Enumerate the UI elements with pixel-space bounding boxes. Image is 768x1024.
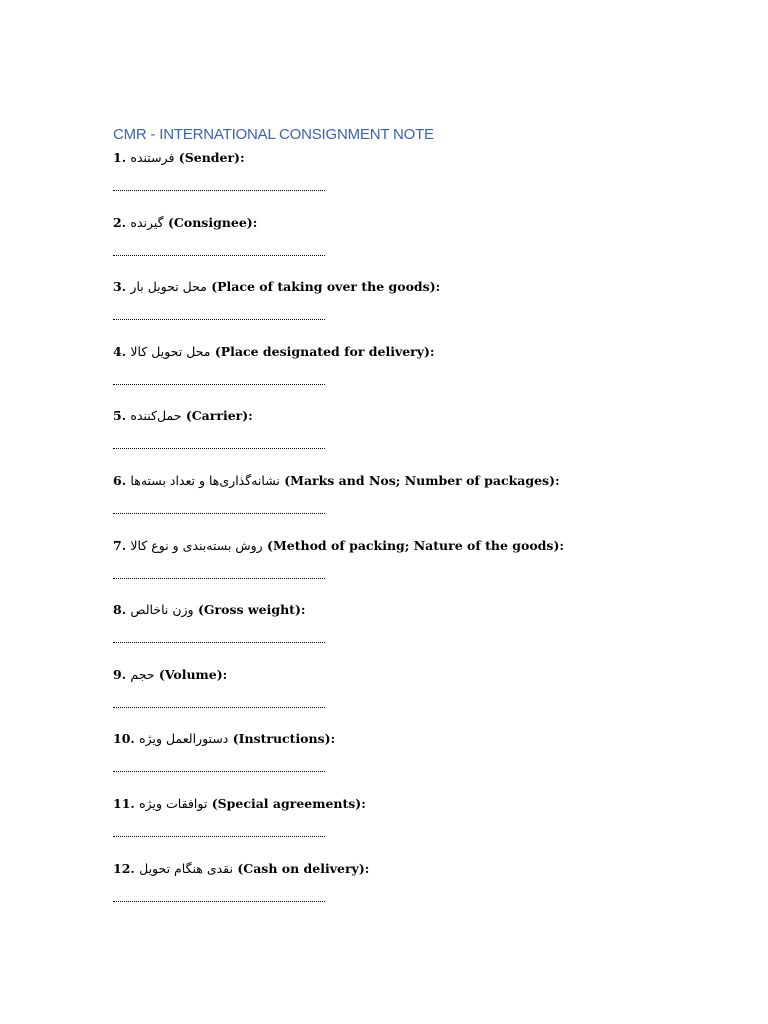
field-marks-and-packages: [113, 472, 713, 537]
field-label: [113, 730, 335, 748]
form-fields: [113, 149, 713, 924]
field-number: 3.: [113, 279, 127, 295]
field-number: 4.: [113, 343, 127, 359]
field-persian-label: نشانه‌گذاری‌ها و تعداد بسته‌ها: [130, 472, 280, 488]
field-number: 7.: [113, 537, 127, 553]
field-label: [113, 343, 435, 361]
fill-in-line[interactable]: [113, 513, 325, 514]
field-place-of-taking-over: [113, 278, 713, 343]
field-label: [113, 278, 440, 296]
field-number: 10.: [113, 731, 135, 747]
field-number: 2.: [113, 214, 127, 230]
field-persian-label: محل تحویل کالا: [130, 343, 211, 359]
field-special-agreements: [113, 795, 713, 860]
field-persian-label: نقدی هنگام تحویل: [139, 860, 233, 876]
field-persian-label: فرستنده: [130, 150, 175, 165]
field-number: 11.: [113, 795, 135, 811]
field-volume: [113, 666, 713, 731]
field-english-label: (Sender):: [178, 150, 245, 165]
field-carrier: [113, 407, 713, 472]
field-english-label: (Consignee):: [168, 214, 258, 230]
field-english-label: (Place of taking over the goods):: [211, 279, 441, 295]
field-label: [113, 149, 245, 167]
page-title: CMR - INTERNATIONAL CONSIGNMENT NOTE: [113, 126, 434, 143]
field-sender: [113, 149, 713, 214]
field-persian-label: توافقات ویژه: [139, 795, 208, 811]
field-english-label: (Method of packing; Nature of the goods):: [267, 537, 564, 553]
field-label: [113, 795, 366, 813]
fill-in-line[interactable]: [113, 384, 325, 385]
fill-in-line[interactable]: [113, 771, 325, 772]
field-number: 5.: [113, 408, 127, 424]
field-english-label: (Carrier):: [185, 408, 253, 424]
field-cash-on-delivery: [113, 860, 713, 925]
field-label: [113, 407, 253, 425]
field-label: [113, 601, 306, 619]
fill-in-line[interactable]: [113, 190, 325, 191]
field-english-label: (Volume):: [158, 666, 228, 682]
field-persian-label: وزن ناخالص: [130, 602, 194, 618]
field-label: [113, 472, 560, 490]
fill-in-line[interactable]: [113, 901, 325, 902]
field-place-of-delivery: [113, 343, 713, 408]
fill-in-line[interactable]: [113, 578, 325, 579]
field-label: [113, 214, 257, 232]
field-instructions: [113, 730, 713, 795]
fill-in-line[interactable]: [113, 642, 325, 643]
field-persian-label: حمل‌کننده: [130, 408, 182, 424]
field-label: [113, 860, 369, 878]
field-persian-label: حجم: [130, 666, 155, 682]
fill-in-line[interactable]: [113, 319, 325, 320]
field-persian-label: محل تحویل بار: [130, 279, 207, 295]
field-number: 6.: [113, 472, 127, 488]
fill-in-line[interactable]: [113, 836, 325, 837]
field-label: [113, 666, 227, 684]
fill-in-line[interactable]: [113, 448, 325, 449]
field-english-label: (Cash on delivery):: [237, 860, 370, 876]
fill-in-line[interactable]: [113, 707, 325, 708]
field-persian-label: گیرنده: [130, 214, 164, 230]
field-method-of-packing: [113, 537, 713, 602]
field-number: 12.: [113, 860, 135, 876]
field-label: [113, 537, 564, 555]
field-number: 1.: [113, 150, 127, 165]
field-number: 9.: [113, 666, 127, 682]
fill-in-line[interactable]: [113, 255, 325, 256]
field-persian-label: روش بسته‌بندی و نوع کالا: [130, 537, 263, 553]
field-consignee: [113, 214, 713, 279]
field-english-label: (Instructions):: [232, 731, 336, 747]
field-number: 8.: [113, 602, 127, 618]
field-english-label: (Place designated for delivery):: [214, 343, 435, 359]
field-english-label: (Gross weight):: [197, 602, 306, 618]
field-persian-label: دستورالعمل ویژه: [139, 731, 229, 747]
field-english-label: (Marks and Nos; Number of packages):: [284, 472, 560, 488]
field-english-label: (Special agreements):: [211, 795, 366, 811]
field-gross-weight: [113, 601, 713, 666]
